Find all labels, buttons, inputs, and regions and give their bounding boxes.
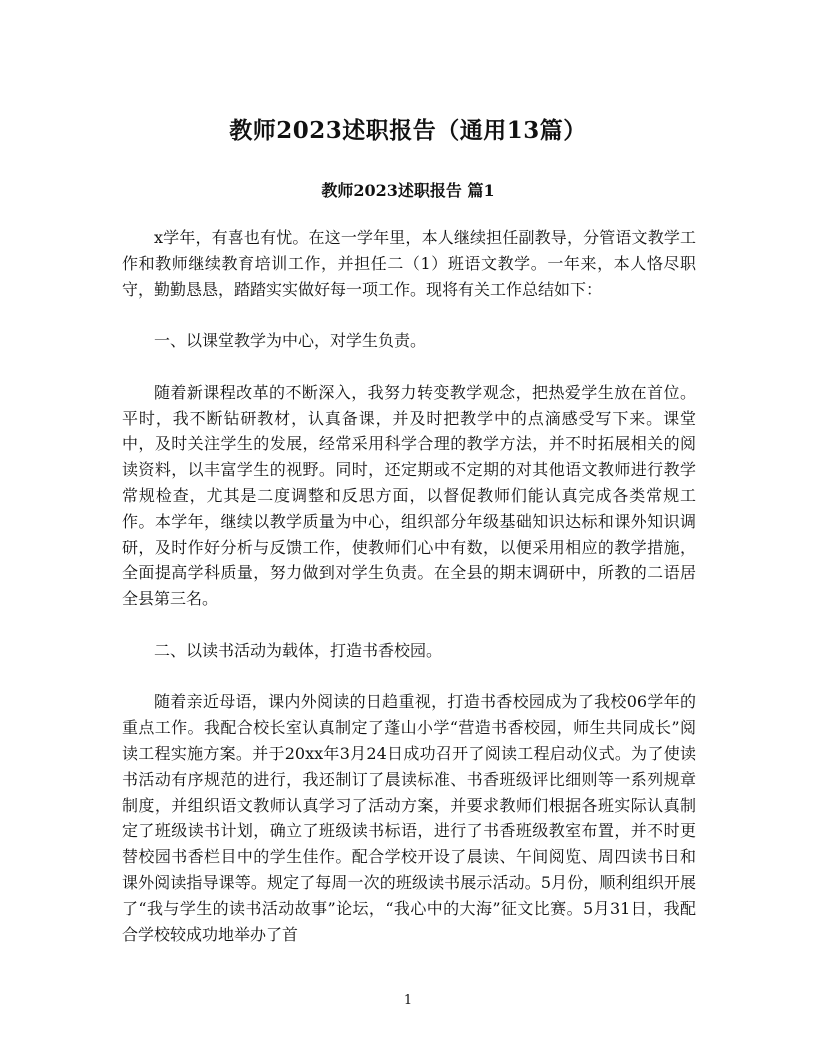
paragraph-heading-1: 一、以课堂教学为中心，对学生负责。 — [154, 331, 427, 351]
paragraph-heading-2: 二、以读书活动为载体，打造书香校园。 — [154, 640, 443, 660]
paragraph-classroom-teaching: 随着新课程改革的不断深入，我努力转变教学观念，把热爱学生放在首位。平时，我不断钻研教材，认真备课，并及时把教学中的点滴感受写下来。课堂中，及时关注学生的发展，经常采用科学合理的教学方法，并不时拓展相关的阅读资料，以丰富学生的视野。同时，还定期或不定期的对其他语文教师进行教学常规检查，尤其是二度调整和反思方面，以督促教师们能认真完成各类常规工作。本学年，继续以教学质量为中心，组织部分年级基础知识达标和课外知识调研，及时作好分析与反馈工作，使教师们心中有数，以便采用相应的教学措施，全面提高学科质量，努力做到对学生负责。在全县的期末调研中，所教的二语居全县第三名。 — [122, 382, 696, 609]
document-title: 教师2023述职报告（通用13篇） — [229, 117, 587, 144]
paragraph-intro: x学年，有喜也有忧。在这一学年里，本人继续担任副教导，分管语文教学工作和教师继续教育培训工作，并担任二（1）班语文教学。一年来，本人恪尽职守，勤勤恳恳，踏踏实实做好每一项工作。现将有关工作总结如下： — [122, 228, 696, 299]
page-number: 1 — [403, 993, 413, 1008]
section-title: 教师2023述职报告 篇1 — [321, 181, 495, 200]
paragraph-reading-activities: 随着亲近母语，课内外阅读的日趋重视，打造书香校园成为了我校06学年的重点工作。我配合校长室认真制定了蓬山小学“营造书香校园，师生共同成长”阅读工程实施方案。并于20xx年3月24日成功召开了阅读工程启动仪式。为了使读书活动有序规范的进行，我还制订了晨读标准、书香班级评比细则等一系列规章制度，并组织语文教师认真学习了活动方案，并要求教师们根据各班实际认真制定了班级读书计划，确立了班级读书标语，进行了书香班级教室布置，并不时更替校园书香栏目中的学生佳作。配合学校开设了晨读、午间阅览、周四读书日和课外阅读指导课等。规定了每周一次的班级读书展示活动。5月份，顺利组织开展了“我与学生的读书活动故事”论坛，“我心中的大海”征文比赛。5月31日，我配合学校较成功地举办了首 — [122, 692, 696, 944]
document-body — [122, 225, 696, 973]
